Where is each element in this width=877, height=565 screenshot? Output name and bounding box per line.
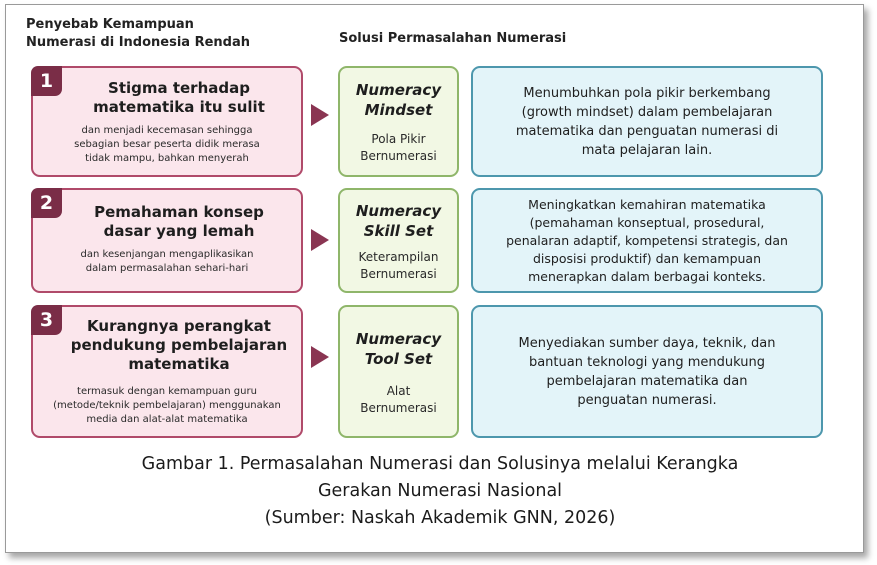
solution-text-1: [516, 84, 778, 160]
cause-desc-2-line2: dalam permasalahan sehari-hari: [85, 263, 249, 274]
solution-2-line5: menerapkan dalam berbagai konteks.: [528, 268, 766, 284]
cause-box-2: [31, 188, 303, 293]
framework-title-1-line1: Numeracy: [355, 81, 442, 99]
framework-box-1: [338, 66, 459, 177]
solution-3-line3: pembelajaran matematika dan: [546, 373, 748, 389]
cause-title-2-line1: Pemahaman konsep: [94, 203, 264, 221]
arrow-1: [311, 104, 329, 126]
solution-box-1: [471, 66, 823, 177]
framework-title-1-line2: Mindset: [364, 101, 433, 119]
framework-sub-3-line2: Bernumerasi: [360, 401, 437, 415]
solution-2-line2: (pemahaman konseptual, prosedural,: [529, 214, 765, 230]
cause-desc-2: [37, 248, 297, 276]
framework-sub-3-line1: Alat: [386, 384, 411, 398]
framework-sub-1: [340, 131, 457, 165]
caption-line1: Gambar 1. Permasalahan Numerasi dan Solusinya melalui Kerangka: [141, 454, 739, 474]
causes-header-line2: Numerasi di Indonesia Rendah: [26, 35, 250, 50]
framework-sub-2-line1: Keterampilan: [358, 250, 439, 264]
causes-header-line1: Penyebab Kemampuan: [26, 17, 194, 32]
cause-title-2: [63, 203, 295, 241]
framework-sub-2: [340, 249, 457, 283]
cause-title-1-line1: Stigma terhadap: [108, 79, 250, 97]
figure-caption: [30, 451, 850, 532]
solution-3-line4: penguatan numerasi.: [577, 392, 717, 408]
caption-source: (Sumber: Naskah Akademik GNN, 2026): [264, 508, 616, 528]
framework-title-3: [340, 329, 457, 369]
framework-sub-2-line2: Bernumerasi: [360, 267, 437, 281]
solution-2-line1: Meningkatkan kemahiran matematika: [528, 196, 766, 212]
framework-title-3-line2: Tool Set: [364, 350, 433, 368]
cause-desc-1-line1: dan menjadi kecemasan sehingga: [81, 125, 253, 136]
cause-desc-3-line3: media dan alat-alat matematika: [86, 414, 248, 425]
framework-title-1: [340, 80, 457, 120]
cause-title-3-line2: pendukung pembelajaran: [70, 336, 288, 354]
framework-box-3: [338, 305, 459, 438]
solution-1-line4: mata pelajaran lain.: [581, 142, 713, 158]
framework-title-2-line1: Numeracy: [355, 202, 442, 220]
framework-title-3-line1: Numeracy: [355, 330, 442, 348]
solution-1-line1: Menumbuhkan pola pikir berkembang: [523, 85, 771, 101]
solution-2-line4: disposisi produktif) dan kemampuan: [532, 250, 762, 266]
cause-title-3: [63, 317, 295, 374]
solution-box-3: [471, 305, 823, 438]
framework-title-2: [340, 201, 457, 241]
cause-box-1: [31, 66, 303, 177]
solution-box-2: [471, 188, 823, 293]
framework-sub-1-line2: Bernumerasi: [360, 149, 437, 163]
cause-title-3-line3: matematika: [128, 355, 230, 373]
cause-number-2: 2: [31, 188, 62, 218]
solution-2-line3: penalaran adaptif, kompetensi strategis, dan: [506, 232, 788, 248]
solution-1-line2: (growth mindset) dalam pembelajaran: [521, 104, 773, 120]
cause-title-2-line2: dasar yang lemah: [103, 222, 255, 240]
solution-1-line3: matematika dan penguatan numerasi di: [515, 123, 779, 139]
arrow-2: [311, 229, 329, 251]
solution-3-line1: Menyediakan sumber daya, teknik, dan: [518, 335, 776, 351]
cause-desc-1-line3: tidak mampu, bahkan menyerah: [85, 153, 249, 164]
framework-sub-1-line1: Pola Pikir: [371, 132, 426, 146]
solution-3-line2: bantuan teknologi yang mendukung: [528, 354, 766, 370]
caption-line2: Gerakan Numerasi Nasional: [317, 481, 563, 501]
framework-title-2-line2: Skill Set: [363, 222, 434, 240]
cause-desc-1-line2: sebagian besar peserta didik merasa: [74, 139, 260, 150]
cause-title-1: [63, 79, 295, 117]
cause-desc-3-line2: (metode/teknik pembelajaran) menggunakan: [53, 400, 281, 411]
cause-number-3: 3: [31, 305, 62, 335]
framework-sub-3: [340, 383, 457, 417]
arrow-3: [311, 346, 329, 368]
cause-title-1-line2: matematika itu sulit: [93, 98, 265, 116]
solutions-header: Solusi Permasalahan Numerasi: [339, 31, 567, 46]
cause-desc-1: [37, 124, 297, 166]
framework-box-2: [338, 188, 459, 293]
cause-box-3: [31, 305, 303, 438]
solution-text-3: [519, 334, 776, 410]
causes-header: [26, 16, 276, 52]
cause-desc-3-line1: termasuk dengan kemampuan guru: [77, 386, 257, 397]
solution-text-2: [506, 196, 788, 286]
cause-number-1: 1: [31, 66, 62, 96]
cause-desc-2-line1: dan kesenjangan mengaplikasikan: [80, 249, 254, 260]
cause-desc-3: [37, 385, 297, 427]
cause-title-3-line1: Kurangnya perangkat: [87, 317, 271, 335]
